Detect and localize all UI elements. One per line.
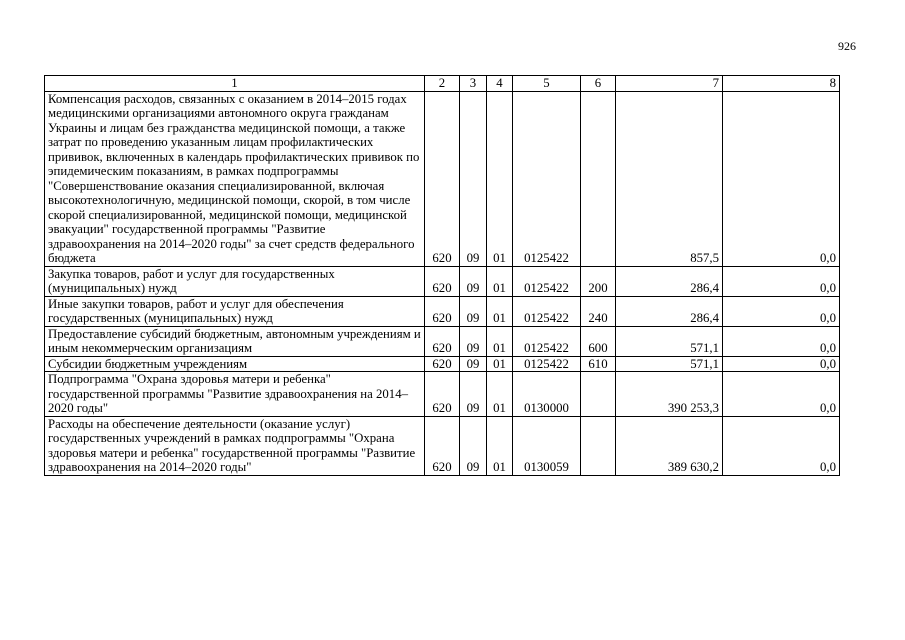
column-header: 7	[616, 76, 723, 92]
cell-subsection: 01	[487, 326, 513, 356]
table-row	[45, 326, 840, 356]
cell-expense-type	[581, 416, 616, 475]
cell-expense-type: 610	[581, 356, 616, 372]
row-description: Закупка товаров, работ и услуг для государственных (муниципальных) нужд	[45, 266, 425, 296]
row-description: Подпрограмма "Охрана здоровья матери и ребенка" государственной программы "Развитие здравоохранения на 2014–2020 годы"	[45, 372, 425, 417]
cell-expense-type	[581, 372, 616, 417]
cell-amount: 286,4	[616, 296, 723, 326]
row-description: Субсидии бюджетным учреждениям	[45, 356, 425, 372]
cell-target-item: 0125422	[513, 296, 581, 326]
column-header: 6	[581, 76, 616, 92]
column-header: 1	[45, 76, 425, 92]
cell-amount-federal: 0,0	[723, 91, 840, 266]
table-row	[45, 416, 840, 475]
cell-amount-federal: 0,0	[723, 356, 840, 372]
cell-subsection: 01	[487, 91, 513, 266]
column-header: 8	[723, 76, 840, 92]
cell-target-item: 0125422	[513, 356, 581, 372]
cell-amount: 389 630,2	[616, 416, 723, 475]
cell-ministry-code: 620	[425, 326, 460, 356]
cell-ministry-code: 620	[425, 356, 460, 372]
cell-ministry-code: 620	[425, 296, 460, 326]
cell-ministry-code: 620	[425, 91, 460, 266]
table-row	[45, 372, 840, 417]
cell-amount-federal: 0,0	[723, 266, 840, 296]
cell-amount: 857,5	[616, 91, 723, 266]
table-row	[45, 91, 840, 266]
cell-section: 09	[460, 266, 487, 296]
cell-target-item: 0125422	[513, 91, 581, 266]
cell-section: 09	[460, 356, 487, 372]
row-description: Расходы на обеспечение деятельности (оказание услуг) государственных учреждений в рамках подпрограммы "Охрана здоровья матери и ребенка" государственной программы "Развитие здравоохранения на 2014–2020 годы"	[45, 416, 425, 475]
cell-subsection: 01	[487, 372, 513, 417]
cell-amount-federal: 0,0	[723, 296, 840, 326]
budget-table	[44, 75, 840, 476]
cell-subsection: 01	[487, 356, 513, 372]
cell-subsection: 01	[487, 416, 513, 475]
cell-amount-federal: 0,0	[723, 416, 840, 475]
cell-target-item: 0130000	[513, 372, 581, 417]
table-row	[45, 266, 840, 296]
cell-amount: 390 253,3	[616, 372, 723, 417]
cell-ministry-code: 620	[425, 266, 460, 296]
cell-expense-type: 600	[581, 326, 616, 356]
row-description: Компенсация расходов, связанных с оказанием в 2014–2015 годах медицинскими организациями автономного округа гражданам Украины и лицам без гражданства медицинской помощи, а также затрат по проведению указанным лицам профилактических прививок, включенных в календарь профилактических прививок по эпидемическим показаниям, в рамках подпрограммы "Совершенствование оказания специализированной, включая высокотехнологичную, медицинской помощи, скорой, в том числе скорой специализированной, медицинской помощи, медицинской эвакуации" государственной программы "Развитие здравоохранения на 2014–2020 годы" за счет средств федерального бюджета	[45, 91, 425, 266]
cell-section: 09	[460, 372, 487, 417]
cell-subsection: 01	[487, 266, 513, 296]
cell-amount-federal: 0,0	[723, 326, 840, 356]
cell-section: 09	[460, 296, 487, 326]
cell-expense-type: 200	[581, 266, 616, 296]
row-description: Предоставление субсидий бюджетным, автономным учреждениям и иным некоммерческим организациям	[45, 326, 425, 356]
cell-ministry-code: 620	[425, 372, 460, 417]
column-header: 2	[425, 76, 460, 92]
column-header: 5	[513, 76, 581, 92]
cell-section: 09	[460, 91, 487, 266]
cell-expense-type: 240	[581, 296, 616, 326]
cell-expense-type	[581, 91, 616, 266]
cell-section: 09	[460, 326, 487, 356]
cell-target-item: 0130059	[513, 416, 581, 475]
table-row	[45, 356, 840, 372]
header-row	[45, 76, 840, 92]
cell-amount: 286,4	[616, 266, 723, 296]
cell-target-item: 0125422	[513, 266, 581, 296]
cell-amount-federal: 0,0	[723, 372, 840, 417]
cell-target-item: 0125422	[513, 326, 581, 356]
column-header: 4	[487, 76, 513, 92]
row-description: Иные закупки товаров, работ и услуг для обеспечения государственных (муниципальных) нужд	[45, 296, 425, 326]
column-header: 3	[460, 76, 487, 92]
cell-amount: 571,1	[616, 356, 723, 372]
cell-section: 09	[460, 416, 487, 475]
cell-ministry-code: 620	[425, 416, 460, 475]
table-row	[45, 296, 840, 326]
cell-amount: 571,1	[616, 326, 723, 356]
page-number: 926	[838, 39, 856, 53]
cell-subsection: 01	[487, 296, 513, 326]
